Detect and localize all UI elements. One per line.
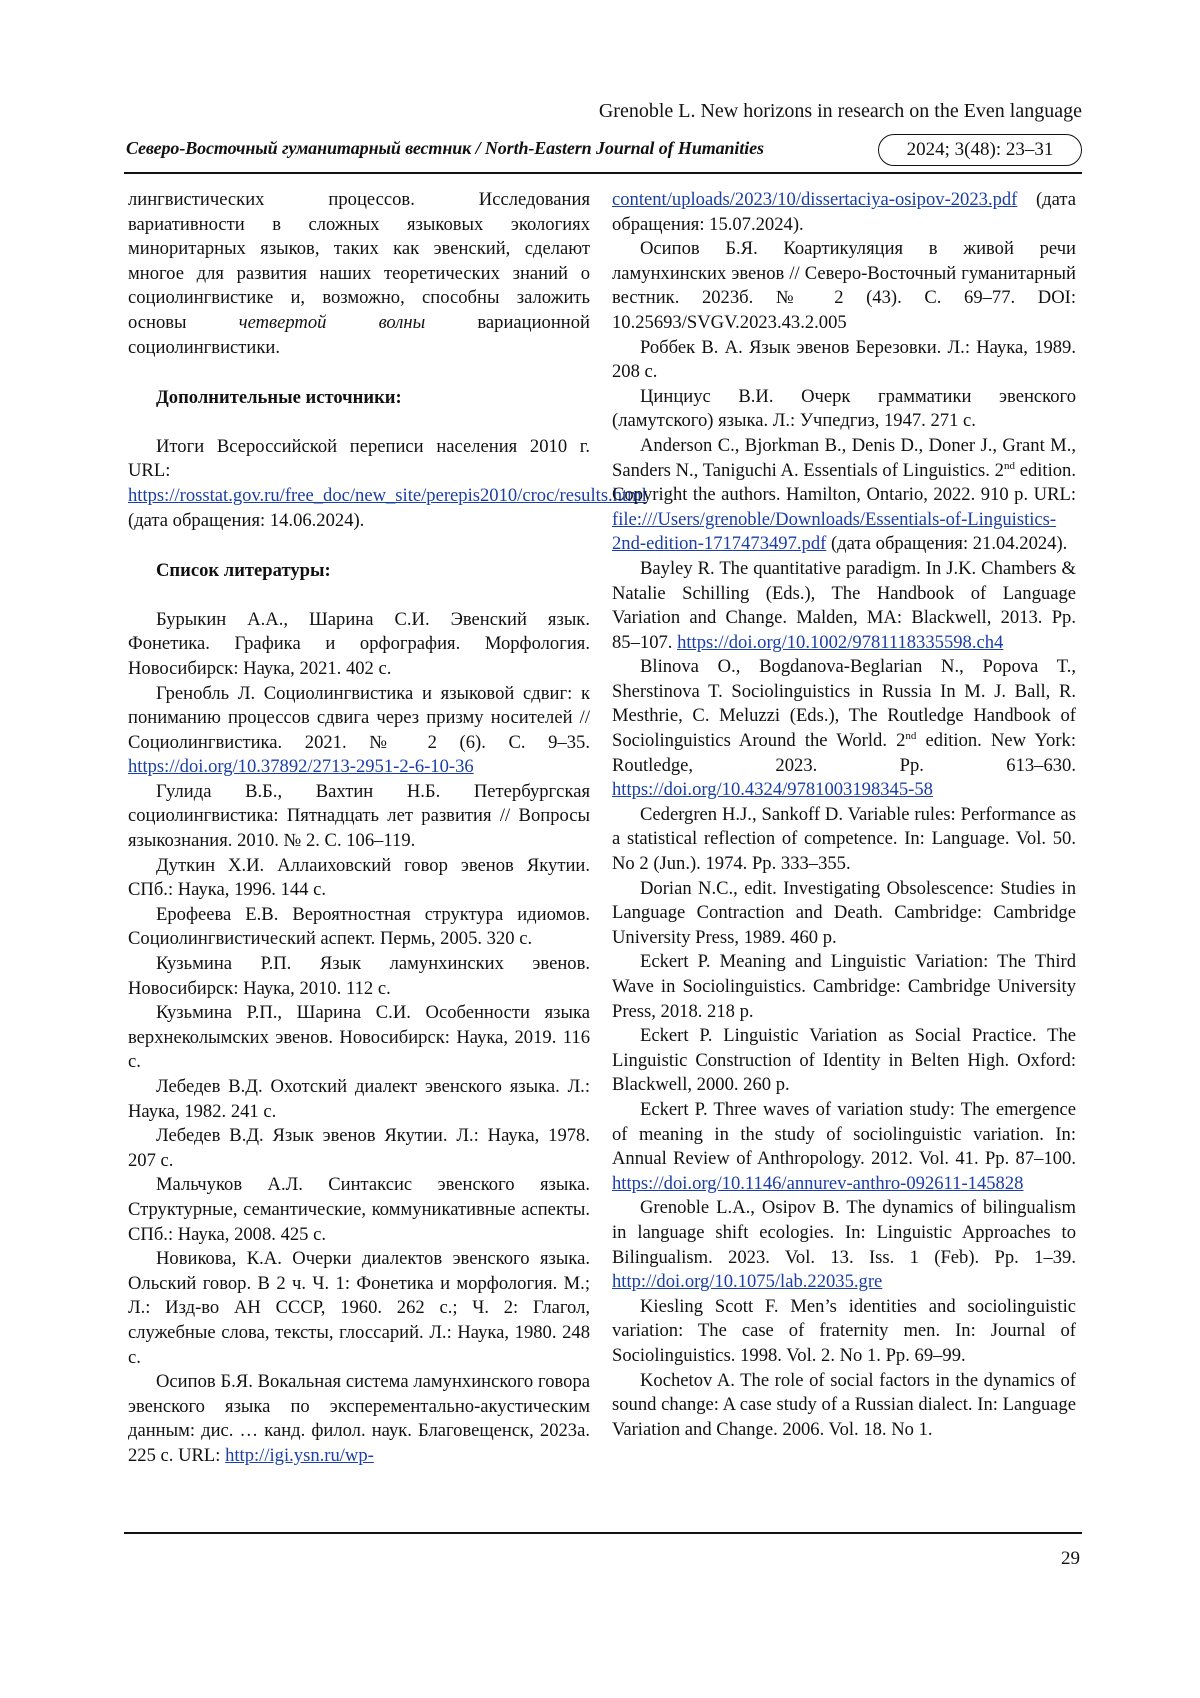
reference-text: Eckert P. Meaning and Linguistic Variation: The Third Wave in Sociolinguistics. Cambridge: Cambridge University Press, 2018. 218 p. xyxy=(612,951,1076,1022)
reference-text: Кузьмина Р.П. Язык ламунхинских эвенов. Новосибирск: Наука, 2010. 112 с. xyxy=(128,953,590,999)
reference-text: Новикова, К.А. Очерки диалектов эвенского языка. Ольский говор. В 2 ч. Ч. 1: Фонетика и морфология. М.; Л.: Изд-во АН СССР, 1960. 262 с.; Ч. 2: Глагол, служебные слова, тексты, глоссарий. Л.: Наука, 1980. 248 с. xyxy=(128,1248,590,1368)
reference-text: Кузьмина Р.П., Шарина С.И. Особенности языка верхнеколымских эвенов. Новосибирск: Наука, 2019. 116 с. xyxy=(128,1002,590,1073)
reference-item xyxy=(612,1098,1076,1196)
reference-text: Kochetov A. The role of social factors in the dynamics of sound change: A case study of a Russian dialect. In: Language Variation and Change. 2006. Vol. 18. No 1. xyxy=(612,1369,1076,1440)
reference-text: Dorian N.C., edit. Investigating Obsolescence: Studies in Language Contraction and Death. Cambridge: Cambridge University Press, 1989. 460 p. xyxy=(612,877,1076,948)
reference-text: Мальчуков А.Л. Синтаксис эвенского языка. Структурные, семантические, коммуникативные аспекты. СПб.: Наука, 2008. 425 с. xyxy=(128,1174,590,1245)
continuation-end: (дата обращения: 15.07.2024). xyxy=(612,189,1076,235)
journal-name: Северо-Восточный гуманитарный вестник / North-Eastern Journal of Humanities xyxy=(126,138,764,158)
right-reference-list xyxy=(612,237,1076,1442)
reference-item xyxy=(612,237,1076,335)
reference-item xyxy=(612,385,1076,434)
reference-link[interactable]: https://doi.org/10.4324/9781003198345-58 xyxy=(612,779,933,801)
reference-text: Бурыкин А.А., Шарина С.И. Эвенский язык. Фонетика. Графика и орфография. Морфология. Новосибирск: Наука, 2021. 402 с. xyxy=(128,608,590,679)
reference-item xyxy=(128,608,590,682)
journal-bar xyxy=(124,134,1082,168)
additional-text: Итоги Всероссийской переписи населения 2010 г. URL: xyxy=(128,435,590,482)
reference-text: Дуткин Х.И. Аллаиховский говор эвенов Якутии. СПб.: Наука, 1996. 144 с. xyxy=(128,854,590,901)
reference-item xyxy=(128,952,590,1001)
reference-link[interactable]: https://doi.org/10.37892/2713-2951-2-6-10-36 xyxy=(128,756,474,778)
footer-divider xyxy=(124,1532,1082,1534)
reference-item xyxy=(128,1370,590,1468)
additional-end: (дата обращения: 14.06.2024). xyxy=(128,509,365,531)
issue-badge: 2024; 3(48): 23–31 xyxy=(878,134,1082,166)
right-column xyxy=(612,188,1076,1442)
reference-text: Bayley R. The quantitative paradigm. In J.K. Chambers & Natalie Schilling (Eds.), The Handbook of Language Variation and Change. Malden, MA: Blackwell, 2013. Pp. 85–107. xyxy=(612,557,1076,653)
reference-superscript: nd xyxy=(905,729,917,742)
reference-text: Гренобль Л. Социолингвистика и языковой сдвиг: к пониманию процессов сдвига через призму носителей // Социолингвистика. 2021. № 2 (6). С. 9–35. xyxy=(128,682,590,753)
reference-item xyxy=(128,1247,590,1370)
reference-item xyxy=(612,877,1076,951)
page-number: 29 xyxy=(1061,1548,1080,1569)
reference-link[interactable]: http://doi.org/10.1075/lab.22035.gre xyxy=(612,1271,883,1293)
reference-text: Grenoble L.A., Osipov B. The dynamics of bilingualism in language shift ecologies. In: Linguistic Approaches to Bilingualism. 2023. Vol. 13. Iss. 1 (Feb). Pp. 1–39. xyxy=(612,1197,1076,1268)
reference-item xyxy=(612,950,1076,1024)
reference-text: Осипов Б.Я. Коартикуляция в живой речи ламунхинских эвенов // Северо-Восточный гуманитарный вестник. 2023б. № 2 (43). С. 69–77. DOI: 10.25693/SVGV.2023.43.2.005 xyxy=(612,238,1076,333)
reference-link[interactable]: file:///Users/grenoble/Downloads/Essentials-of-Linguistics-2nd-edition-1717473497.pdf xyxy=(612,508,1057,555)
reference-text: Цинциус В.И. Очерк грамматики эвенского (ламутского) языка. Л.: Учпедгиз, 1947. 271 с. xyxy=(612,385,1076,432)
reference-item xyxy=(612,1369,1076,1443)
left-column xyxy=(128,188,647,1469)
reference-text: Ерофеева Е.В. Вероятностная структура идиомов. Социолингвистический аспект. Пермь, 2005. 320 с. xyxy=(128,903,590,950)
header-divider xyxy=(124,172,1082,174)
reference-text: Blinova O., Bogdanova-Beglarian N., Popova T., Sherstinova T. Sociolinguistics in Russia In M. J. Ball, R. Mesthrie, C. Meluzzi (Eds.), The Routledge Handbook of Sociolinguistics Around the World. 2 xyxy=(612,656,1076,752)
reference-text: Лебедев В.Д. Охотский диалект эвенского языка. Л.: Наука, 1982. 241 с. xyxy=(128,1076,590,1122)
reference-item xyxy=(128,1173,590,1247)
reference-superscript: nd xyxy=(1003,459,1015,472)
reference-item xyxy=(612,557,1076,655)
reference-item xyxy=(128,903,590,952)
reference-link[interactable]: http://igi.ysn.ru/wp- xyxy=(225,1444,374,1466)
reference-text: edition. New York: Routledge, 2023. Pp. 613–630. xyxy=(612,730,1076,776)
reference-item xyxy=(128,1001,590,1075)
reference-text: edition. Copyright the authors. Hamilton, Ontario, 2022. 910 p. URL: xyxy=(612,459,1076,506)
reference-item xyxy=(128,1124,590,1173)
reference-item xyxy=(612,1196,1076,1294)
running-title: Grenoble L. New horizons in research on the Even language xyxy=(598,100,1082,122)
intro-paragraph xyxy=(128,188,590,360)
reference-item xyxy=(612,1295,1076,1369)
left-reference-list xyxy=(128,608,590,1469)
reference-item xyxy=(612,336,1076,385)
reference-item xyxy=(612,803,1076,877)
reference-text: Лебедев В.Д. Язык эвенов Якутии. Л.: Наука, 1978. 207 с. xyxy=(128,1125,590,1171)
reference-link[interactable]: https://doi.org/10.1146/annurev-anthro-092611-145828 xyxy=(612,1172,1024,1194)
intro-text: лингвистических процессов. Исследования вариативности в сложных языковых экологиях миноритарных языков, таких как эвенский, сделают многое для развития наших теоретических знаний о социолингвистике и, возможно, способны заложить основы xyxy=(128,189,590,333)
reference-text: Kiesling Scott F. Men’s identities and sociolinguistic variation: The case of fraternity men. In: Journal of Sociolinguistics. 1998. Vol. 2. No 1. Pp. 69–99. xyxy=(612,1295,1076,1366)
reference-item xyxy=(128,682,590,780)
reference-item xyxy=(128,1075,590,1124)
additional-sources-heading: Дополнительные источники: xyxy=(156,387,402,409)
reference-text: Роббек В. А. Язык эвенов Березовки. Л.: Наука, 1989. 208 с. xyxy=(612,336,1076,383)
reference-item xyxy=(612,655,1076,803)
reference-continuation xyxy=(612,188,1076,237)
additional-source xyxy=(128,435,647,533)
reference-text: Anderson C., Bjorkman B., Denis D., Doner J., Grant M., Sanders N., Taniguchi A. Essentials of Linguistics. 2 xyxy=(612,434,1076,481)
intro-end: вариационной социолингвистики. xyxy=(128,311,590,358)
census-link[interactable]: https://rosstat.gov.ru/free_doc/new_site/perepis2010/croc/results.html xyxy=(128,484,647,506)
reference-text: Гулида В.Б., Вахтин Н.Б. Петербургская социолингвистика: Пятнадцать лет развития // Вопросы языкознания. 2010. № 2. С. 106–119. xyxy=(128,780,590,852)
reference-item xyxy=(612,1024,1076,1098)
reference-item xyxy=(128,780,590,854)
reference-text: (дата обращения: 21.04.2024). xyxy=(826,533,1068,555)
intro-italic: четвертой волны xyxy=(238,311,426,333)
reference-text: Eckert P. Linguistic Variation as Social Practice. The Linguistic Construction of Identity in Belten High. Oxford: Blackwell, 2000. 260 p. xyxy=(612,1025,1076,1096)
reference-item xyxy=(128,854,590,903)
references-heading: Список литературы: xyxy=(156,560,331,582)
dissertation-link[interactable]: content/uploads/2023/10/dissertaciya-osipov-2023.pdf xyxy=(612,189,1018,210)
reference-text: Осипов Б.Я. Вокальная система ламунхинского говора эвенского языка по эксперементально-акустическим данным: дис. … канд. филол. наук. Благовещенск, 2023а. 225 с. URL: xyxy=(128,1371,590,1466)
reference-link[interactable]: https://doi.org/10.1002/9781118335598.ch4 xyxy=(677,631,1004,653)
reference-item xyxy=(612,434,1076,557)
reference-text: Cedergren H.J., Sankoff D. Variable rules: Performance as a statistical reflection of competence. In: Language. Vol. 50. No 2 (Jun.). 1974. Pp. 333–355. xyxy=(612,803,1076,875)
reference-text: Eckert P. Three waves of variation study: The emergence of meaning in the study of sociolinguistic variation. In: Annual Review of Anthropology. 2012. Vol. 41. Pp. 87–100. xyxy=(612,1098,1076,1170)
